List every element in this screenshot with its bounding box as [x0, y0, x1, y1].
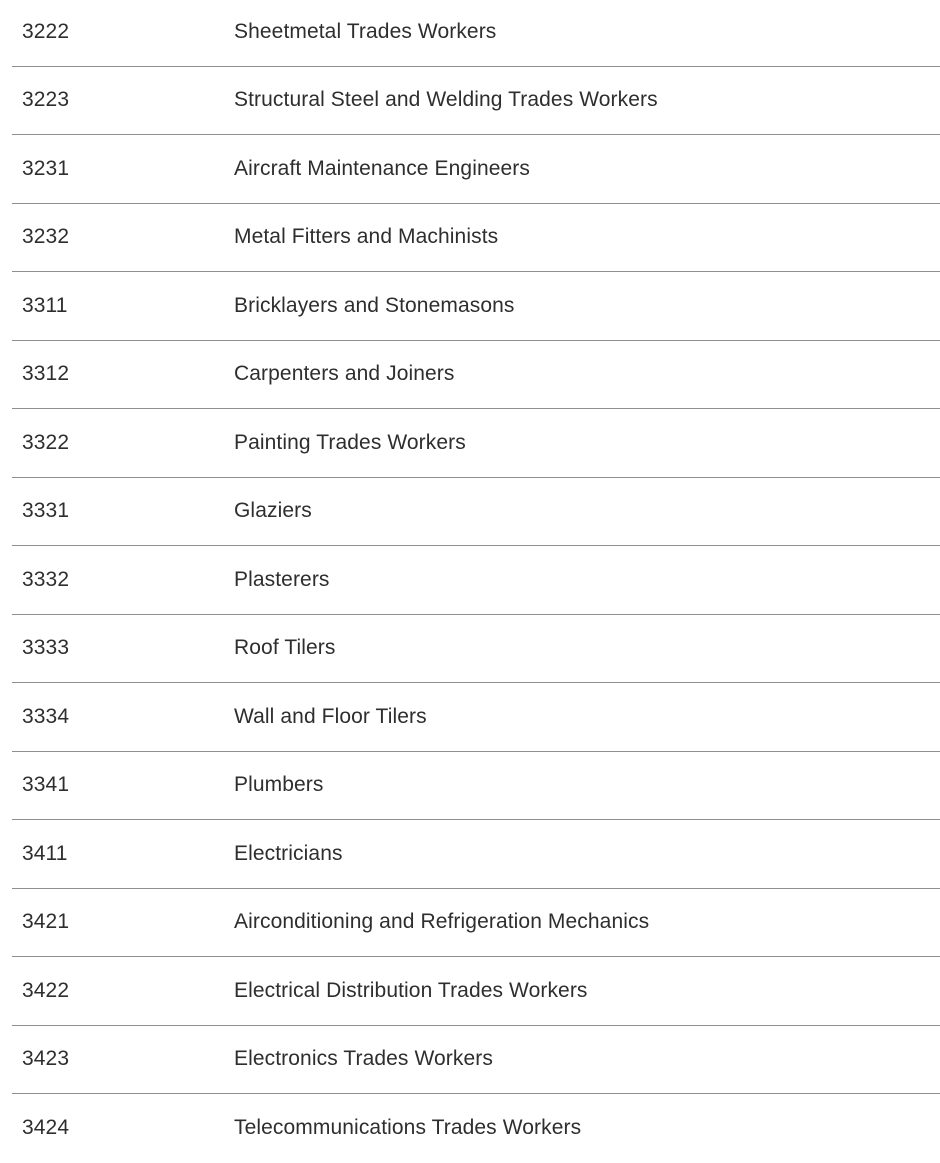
occupation-code: 3424 [22, 1116, 70, 1140]
occupation-code: 3333 [22, 636, 70, 660]
occupation-code: 3422 [22, 978, 70, 1002]
occupation-title: Plumbers [234, 773, 324, 797]
table-row [12, 683, 940, 752]
occupation-code: 3411 [22, 841, 68, 865]
table-row [12, 272, 940, 341]
occupation-code: 3334 [22, 704, 70, 728]
table-row [12, 478, 940, 547]
occupation-title: Bricklayers and Stonemasons [234, 293, 515, 317]
occupation-code: 3222 [22, 19, 70, 43]
table-row [12, 546, 940, 615]
table-row [12, 204, 940, 273]
table-row [12, 752, 940, 821]
table-row [12, 0, 940, 67]
occupation-code: 3421 [22, 910, 70, 934]
table-row [12, 615, 940, 684]
occupation-title: Sheetmetal Trades Workers [234, 19, 497, 43]
table-row [12, 67, 940, 136]
occupation-title: Airconditioning and Refrigeration Mechanics [234, 910, 650, 934]
occupation-title: Wall and Floor Tilers [234, 704, 427, 728]
occupation-code: 3423 [22, 1047, 70, 1071]
table-row [12, 1026, 940, 1095]
table-row [12, 957, 940, 1026]
occupation-code: 3231 [22, 156, 70, 180]
table-row [12, 1094, 940, 1163]
occupation-title: Metal Fitters and Machinists [234, 225, 499, 249]
occupation-code: 3341 [22, 773, 70, 797]
occupation-code: 3331 [22, 499, 70, 523]
occupation-table [12, 0, 940, 1163]
occupation-title: Electronics Trades Workers [234, 1047, 493, 1071]
occupation-title: Plasterers [234, 567, 330, 591]
occupation-code: 3232 [22, 225, 70, 249]
occupation-title: Electrical Distribution Trades Workers [234, 978, 588, 1002]
occupation-code: 3322 [22, 430, 70, 454]
occupation-title: Electricians [234, 841, 343, 865]
occupation-code: 3332 [22, 567, 70, 591]
occupation-title: Carpenters and Joiners [234, 362, 455, 386]
table-row [12, 341, 940, 410]
occupation-code: 3223 [22, 88, 70, 112]
table-row [12, 409, 940, 478]
table-row [12, 820, 940, 889]
occupation-code: 3311 [22, 293, 68, 317]
occupation-title: Telecommunications Trades Workers [234, 1116, 582, 1140]
occupation-title: Glaziers [234, 499, 312, 523]
occupation-title: Roof Tilers [234, 636, 336, 660]
occupation-code: 3312 [22, 362, 70, 386]
occupation-title: Painting Trades Workers [234, 430, 466, 454]
occupation-title: Aircraft Maintenance Engineers [234, 156, 530, 180]
table-row [12, 889, 940, 958]
table-row [12, 135, 940, 204]
occupation-title: Structural Steel and Welding Trades Workers [234, 88, 658, 112]
